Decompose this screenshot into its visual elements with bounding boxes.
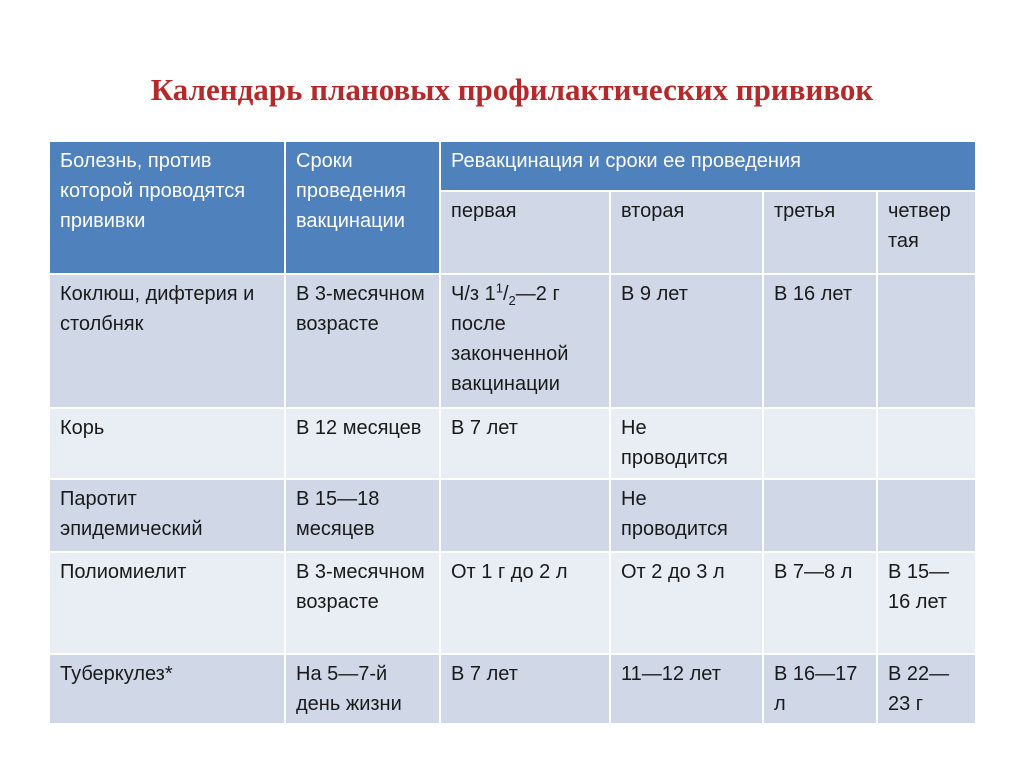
cell-first: От 1 г до 2 л xyxy=(440,552,610,654)
cell-third: В 16 лет xyxy=(763,274,877,408)
header-first: первая xyxy=(440,191,610,274)
cell-first: В 7 лет xyxy=(440,654,610,724)
vaccination-table xyxy=(48,140,977,725)
table-row xyxy=(49,274,976,408)
cell-second: Не проводится xyxy=(610,479,763,552)
table-row xyxy=(49,552,976,654)
cell-disease: Полиомиелит xyxy=(49,552,285,654)
cell-timing: В 3-месячном возрасте xyxy=(285,552,440,654)
fraction-prefix: Ч/з 1 xyxy=(451,283,496,305)
cell-disease: Паротит эпидемический xyxy=(49,479,285,552)
cell-timing: На 5—7-й день жизни xyxy=(285,654,440,724)
cell-timing: В 15—18 месяцев xyxy=(285,479,440,552)
cell-fourth xyxy=(877,274,976,408)
cell-disease: Коклюш, дифтерия и столбняк xyxy=(49,274,285,408)
cell-second: 11—12 лет xyxy=(610,654,763,724)
cell-disease: Туберкулез* xyxy=(49,654,285,724)
cell-second: В 9 лет xyxy=(610,274,763,408)
cell-third xyxy=(763,408,877,479)
cell-fourth xyxy=(877,479,976,552)
fraction-denominator: 2 xyxy=(508,293,516,308)
cell-third: В 16—17 л xyxy=(763,654,877,724)
cell-fourth: В 15—16 лет xyxy=(877,552,976,654)
cell-timing: В 3-месячном возрасте xyxy=(285,274,440,408)
fraction-numerator: 1 xyxy=(495,280,503,296)
header-revaccination: Ревакцинация и сроки ее проведения xyxy=(440,141,976,191)
table-row xyxy=(49,408,976,479)
cell-second: Не проводится xyxy=(610,408,763,479)
cell-second: От 2 до 3 л xyxy=(610,552,763,654)
cell-fourth: В 22—23 г xyxy=(877,654,976,724)
header-timing: Сроки проведения вакцинации xyxy=(285,141,440,274)
table-row xyxy=(49,479,976,552)
fraction-slash: / xyxy=(502,283,509,305)
header-disease: Болезнь, против которой проводятся прививки xyxy=(49,141,285,274)
header-fourth: четвер тая xyxy=(877,191,976,274)
cell-first xyxy=(440,274,610,408)
header-second: вторая xyxy=(610,191,763,274)
cell-timing: В 12 месяцев xyxy=(285,408,440,479)
header-third: третья xyxy=(763,191,877,274)
cell-fourth xyxy=(877,408,976,479)
page-title: Календарь плановых профилактических прививок xyxy=(150,72,874,107)
cell-first xyxy=(440,479,610,552)
table-row xyxy=(49,654,976,724)
cell-disease: Корь xyxy=(49,408,285,479)
cell-third xyxy=(763,479,877,552)
cell-first: В 7 лет xyxy=(440,408,610,479)
fraction-suffix: —2 г после законченной вакцинации xyxy=(451,283,569,395)
cell-third: В 7—8 л xyxy=(763,552,877,654)
